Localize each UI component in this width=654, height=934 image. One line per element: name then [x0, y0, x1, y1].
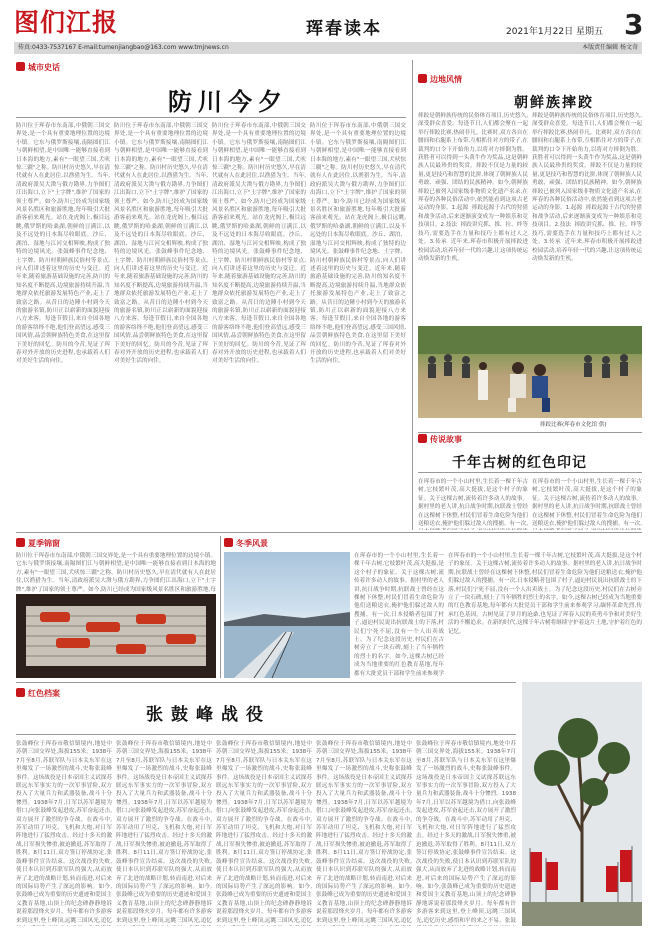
column-head-winter: 冬季风景	[224, 538, 268, 549]
divider	[16, 682, 516, 683]
column-marker-icon	[418, 434, 427, 443]
wrestling-photo	[418, 326, 642, 418]
issue-date: 2021年1月22日 星期五	[506, 27, 603, 37]
divider	[16, 734, 516, 735]
article-body-fangchuan-col4: 防川位于珲春市东南部,中俄朝三国交界处,是一个具有重要地理位置的边境小镇。它东与俄罗斯接壤,南隔图们江与朝鲜相望,是中国唯一能够直接看到日本海的地方,素有"一眼望三国,犬吠惊三疆"之称。防川村历史悠久,早在清代就有人在此居住,以渔猎为生。当年,清政府派吴大澂与俄方勘界,力争图们江出海口,立下"土字牌",维护了国家的领土尊严。如今,防川已经成为国家级风景名胜区和旅游胜地,每年吸引大批游客前来观光。站在龙虎阁上,极目远眺,俄罗斯的哈桑湖,朝鲜的豆满江,以及不远处的日本海尽收眼底。沙丘、湖泊、湿地与江河交相辉映,构成了独特的边境风光。张鼓峰事件纪念地、土字牌、防川村朝鲜族民俗村等景点,向人们讲述着这里的历史与变迁。近年来,随着旅游基础设施的完善,防川的知名度不断提高,边境旅游持续升温,当地群众依托旅游发展特色产业,走上了致富之路。从昔日的边陲小村到今天的旅游名镇,防川正以崭新的面貌迎接八方来客。每逢节假日,来自全国各地的游客络绎不绝,他们登高望远,感受三国风情,品尝朝鲜族特色美食,在这里留下美好的回忆。防川的今昔,见证了珲春对外开放的历史进程,也承载着人们对美好生活的向往。	[310, 123, 406, 365]
article-body-zhanggufeng-col5: 张鼓峰位于珲春市敬信镇境内,地处中苏朝三国交界处,海拔155米。1938年7月至8月,苏联军队与日本关东军在这里爆发了一场激烈的战斗,史称张鼓峰事件。这场战役是日本帝国主义试探苏联远东军事实力的一次军事冒险,双方投入了大量兵力和武器装备,战斗十分惨烈。1938年7月,日军以苏军越境为借口,向张鼓峰发起进攻,苏军奋起还击,双方展开了激烈的争夺战。在战斗中,苏军动用了坦克、飞机和大炮,对日军阵地进行了猛烈攻击。经过十多天的激战,日军损失惨重,被迫撤退,苏军取得了胜利。8月11日,双方签订停战协定,张鼓峰事件宣告结束。这次战役的失败,使日本认识到苏联军队的强大,从而放弃了北进的战略计划,转而南进,对后来的国际局势产生了深远的影响。如今,张鼓峰已成为重要的历史遗迹和爱国主义教育基地,山顶上的纪念碑静静地诉说着那段烽火岁月。每年都有许多游客来到这里,登上峰顶,远眺三国风光,追忆历史,感悟和平的来之不易。张鼓	[416, 741, 516, 924]
column-marker-icon	[418, 74, 427, 83]
divider	[418, 472, 642, 473]
column-head-legend: 传说故事	[418, 434, 462, 445]
column-marker-icon	[224, 538, 233, 547]
article-body-zhanggufeng-col2: 张鼓峰位于珲春市敬信镇境内,地处中苏朝三国交界处,海拔155米。1938年7月至8月,苏联军队与日本关东军在这里爆发了一场激烈的战斗,史称张鼓峰事件。这场战役是日本帝国主义试探苏联远东军事实力的一次军事冒险,双方投入了大量兵力和武器装备,战斗十分惨烈。1938年7月,日军以苏军越境为借口,向张鼓峰发起进攻,苏军奋起还击,双方展开了激烈的争夺战。在战斗中,苏军动用了坦克、飞机和大炮,对日军阵地进行了猛烈攻击。经过十多天的激战,日军损失惨重,被迫撤退,苏军取得了胜利。8月11日,双方签订停战协定,张鼓峰事件宣告结束。这次战役的失败,使日本认识到苏联军队的强大,从而放弃了北进的战略计划,转而南进,对后来的国际局势产生了深远的影响。如今,张鼓峰已成为重要的历史遗迹和爱国主义教育基地,山顶上的纪念碑静静地诉说着那段烽火岁月。每年都有许多游客来到这里,登上峰顶,远眺三国风光,追忆	[116, 741, 212, 924]
article-body-tree-col3: 在珲春市的一个小山村里,生长着一棵千年古树,它枝繁叶茂,高大挺拔,是这个村子的象征。关于这棵古树,流传着许多动人的故事。据村里的老人讲,抗日战争时期,抗联战士曾经在这棵树下休整,村民们冒着生命危险为他们送粮送衣,掩护他们躲过敌人的搜捕。有一次,日本侵略者包围了村子,逼迫村民说出抗联战士的下落,村民们宁死不屈,没有一个人出卖战士。为了纪念这段历史,村民们在古树旁立了一块石碑,刻上了当年牺牲的烈士的名字。如今,这棵古树已经成为当地重要的红色教育基地,每年都有大批党员干部和学生前来参观学习,缅怀革命先烈,传承红色基因。古树见证了岁月的沧桑,也见证了珲春人民的英勇斗争和对美好生活的不懈追求。在新的时代,这棵千年古树将继续守护着这片土地,守护着红色的记忆。	[448, 553, 642, 635]
article-title-zhanggufeng: 张鼓峰战役	[146, 705, 271, 725]
editors-line: 本版责任编辑 杨文奇	[582, 44, 638, 51]
column-divider	[412, 60, 413, 530]
article-body-zhanggufeng-col4: 张鼓峰位于珲春市敬信镇境内,地处中苏朝三国交界处,海拔155米。1938年7月至8月,苏联军队与日本关东军在这里爆发了一场激烈的战斗,史称张鼓峰事件。这场战役是日本帝国主义试探苏联远东军事实力的一次军事冒险,双方投入了大量兵力和武器装备,战斗十分惨烈。1938年7月,日军以苏军越境为借口,向张鼓峰发起进攻,苏军奋起还击,双方展开了激烈的争夺战。在战斗中,苏军动用了坦克、飞机和大炮,对日军阵地进行了猛烈攻击。经过十多天的激战,日军损失惨重,被迫撤退,苏军取得了胜利。8月11日,双方签订停战协定,张鼓峰事件宣告结束。这次战役的失败,使日本认识到苏联军队的强大,从而放弃了北进的战略计划,转而南进,对后来的国际局势产生了深远的影响。如今,张鼓峰已成为重要的历史遗迹和爱国主义教育基地,山顶上的纪念碑静静地诉说着那段烽火岁月。每年都有许多游客来到这里,登上峰顶,远眺三国风光,追忆	[316, 741, 412, 924]
article-body-fangchuan-col3: 防川位于珲春市东南部,中俄朝三国交界处,是一个具有重要地理位置的边境小镇。它东与俄罗斯接壤,南隔图们江与朝鲜相望,是中国唯一能够直接看到日本海的地方,素有"一眼望三国,犬吠惊三疆"之称。防川村历史悠久,早在清代就有人在此居住,以渔猎为生。当年,清政府派吴大澂与俄方勘界,力争图们江出海口,立下"土字牌",维护了国家的领土尊严。如今,防川已经成为国家级风景名胜区和旅游胜地,每年吸引大批游客前来观光。站在龙虎阁上,极目远眺,俄罗斯的哈桑湖,朝鲜的豆满江,以及不远处的日本海尽收眼底。沙丘、湖泊、湿地与江河交相辉映,构成了独特的边境风光。张鼓峰事件纪念地、土字牌、防川村朝鲜族民俗村等景点,向人们讲述着这里的历史与变迁。近年来,随着旅游基础设施的完善,防川的知名度不断提高,边境旅游持续升温,当地群众依托旅游发展特色产业,走上了致富之路。从昔日的边陲小村到今天的旅游名镇,防川正以崭新的面貌迎接八方来客。每逢节假日,来自全国各地的游客络绎不绝,他们登高望远,感受三国风情,品尝朝鲜族特色美食,在这里留下美好的回忆。防川的今昔,见证了珲春对外开放的历史进程,也承载着人们对美好生活的向往。	[212, 123, 306, 365]
column-marker-icon	[16, 538, 25, 547]
article-body-zhanggufeng-col1: 张鼓峰位于珲春市敬信镇境内,地处中苏朝三国交界处,海拔155米。1938年7月至8月,苏联军队与日本关东军在这里爆发了一场激烈的战斗,史称张鼓峰事件。这场战役是日本帝国主义试探苏联远东军事实力的一次军事冒险,双方投入了大量兵力和武器装备,战斗十分惨烈。1938年7月,日军以苏军越境为借口,向张鼓峰发起进攻,苏军奋起还击,双方展开了激烈的争夺战。在战斗中,苏军动用了坦克、飞机和大炮,对日军阵地进行了猛烈攻击。经过十多天的激战,日军损失惨重,被迫撤退,苏军取得了胜利。8月11日,双方签订停战协定,张鼓峰事件宣告结束。这次战役的失败,使日本认识到苏联军队的强大,从而放弃了北进的战略计划,转而南进,对后来的国际局势产生了深远的影响。如今,张鼓峰已成为重要的历史遗迹和爱国主义教育基地,山顶上的纪念碑静静地诉说着那段烽火岁月。每年都有许多游客来到这里,登上峰顶,远眺三国风光,追忆	[16, 741, 112, 924]
newspaper-logo: 图们江报	[14, 8, 119, 37]
article-title-ancient-tree: 千年古树的红色印记	[452, 455, 587, 471]
article-title-fangchuan: 防川今夕	[168, 88, 288, 116]
divider	[16, 532, 642, 533]
article-body-winter-col1: 在珲春市的一个小山村里,生长着一棵千年古树,它枝繁叶茂,高大挺拔,是这个村子的象征。关于这棵古树,流传着许多动人的故事。据村里的老人讲,抗日战争时期,抗联战士曾经在这棵树下休整,村民们冒着生命危险为他们送粮送衣,掩护他们躲过敌人的搜捕。有一次,日本侵略者包围了村子,逼迫村民说出抗联战士的下落,村民们宁死不屈,没有一个人出卖战士。为了纪念这段历史,村民们在古树旁立了一块石碑,刻上了当年牺牲的烈士的名字。如今,这棵古树已经成为当地重要的红色教育基地,每年都有大批党员干部和学生前来参观学	[354, 553, 444, 677]
article-body-tree-col1: 在珲春市的一个小山村里,生长着一棵千年古树,它枝繁叶茂,高大挺拔,是这个村子的象征。关于这棵古树,流传着许多动人的故事。据村里的老人讲,抗日战争时期,抗联战士曾经在这棵树下休整,村民们冒着生命危险为他们送粮送衣,掩护他们躲过敌人的搜捕。有一次,	[418, 479, 528, 528]
grill-photo	[16, 594, 216, 678]
column-marker-icon	[16, 62, 25, 71]
column-head-summer: 夏季锦窗	[16, 538, 60, 549]
photo-text-summer: 防川位于珲春市东南部,中俄朝三国交界处,是一个具有重要地理位置的边境小镇。它东与俄罗斯接壤,南隔图们江与朝鲜相望,是中国唯一能够直接看到日本海的地方,素有"一眼望三国,犬吠惊三疆"之称。防川村历史悠久,早在清代就有人在此居住,以渔猎为生。当年,清政府派吴大澂与俄方勘界,力争图们江出海口,立下"土字牌",维护了国家的领土尊严。如今,防川已经成为国家级风景名胜区和旅游胜地,每	[16, 553, 216, 592]
monument-flags-photo	[522, 682, 642, 926]
article-body-wrestling-col1: 摔跤是朝鲜族传统的民俗体育项目,历史悠久,深受群众喜爱。每逢节日,人们都会聚在一起举行摔跤比赛,热闹非凡。比赛时,双方各自在腰间和右腿系上布带,互相抓住对方的带子,在裁判的口令下开始角力,以将对方摔倒为胜。获胜者可以得到一头黄牛作为奖品,这是朝鲜族人民最珍贵的奖赏。摔跤不仅是力量的较量,更是技巧和智慧的比拼,体现了朝鲜族人民勇敢、顽强、团结的民族精神。如今,朝鲜族摔跤已被列入国家级非物质文化遗产名录,在珲春的各种民俗活动中,依然能看到这项古老运动的身影。1.起源 摔跤起源于古代的狩猎和战争活动,后来逐渐演变成为一种娱乐和竞技项目。2.技法 摔跤讲究抓、推、拉、绊等技巧,需要选手在力量和技巧上都有过人之处。3.传承 近年来,珲春市积极开展摔跤进校园活动,培养年轻一代的兴趣,让这项传统运动焕发新的生机。	[418, 113, 528, 262]
column-head-city-history: 城市史话	[16, 62, 60, 73]
contact-line: 传真:0433-7537167 E-mail:tumenjiangbao@163.com www.tmjnews.cn	[18, 44, 229, 51]
article-title-wrestling: 朝鲜族摔跤	[514, 95, 594, 111]
photo-caption-wrestling: 摔跤比赛(珲春市文化馆 供)	[540, 422, 607, 428]
section-title: 珲春读本	[306, 19, 382, 39]
column-divider	[220, 536, 221, 678]
article-body-fangchuan-col1: 防川位于珲春市东南部,中俄朝三国交界处,是一个具有重要地理位置的边境小镇。它东与俄罗斯接壤,南隔图们江与朝鲜相望,是中国唯一能够直接看到日本海的地方,素有"一眼望三国,犬吠惊三疆"之称。防川村历史悠久,早在清代就有人在此居住,以渔猎为生。当年,清政府派吴大澂与俄方勘界,力争图们江出海口,立下"土字牌",维护了国家的领土尊严。如今,防川已经成为国家级风景名胜区和旅游胜地,每年吸引大批游客前来观光。站在龙虎阁上,极目远眺,俄罗斯的哈桑湖,朝鲜的豆满江,以及不远处的日本海尽收眼底。沙丘、湖泊、湿地与江河交相辉映,构成了独特的边境风光。张鼓峰事件纪念地、土字牌、防川村朝鲜族民俗村等景点,向人们讲述着这里的历史与变迁。近年来,随着旅游基础设施的完善,防川的知名度不断提高,边境旅游持续升温,当地群众依托旅游发展特色产业,走上了致富之路。从昔日的边陲小村到今天的旅游名镇,防川正以崭新的面貌迎接八方来客。每逢节假日,来自全国各地的游客络绎不绝,他们登高望远,感受三国风情,品尝朝鲜族特色美食,在这里留下美好的回忆。防川的今昔,见证了珲春对外开放的历史进程,也承载着人们对美好生活的向往。	[16, 123, 110, 365]
column-head-border-customs: 边地风情	[418, 74, 462, 85]
article-body-tree-col2: 在珲春市的一个小山村里,生长着一棵千年古树,它枝繁叶茂,高大挺拔,是这个村子的象征。关于这棵古树,流传着许多动人的故事。据村里的老人讲,抗日战争时期,抗联战士曾经在这棵树下休整,村民们冒着生命危险为他们送粮送衣,掩护他们躲过敌人的搜捕。有一次,	[532, 479, 642, 528]
article-body-wrestling-col2: 摔跤是朝鲜族传统的民俗体育项目,历史悠久,深受群众喜爱。每逢节日,人们都会聚在一起举行摔跤比赛,热闹非凡。比赛时,双方各自在腰间和右腿系上布带,互相抓住对方的带子,在裁判的口令下开始角力,以将对方摔倒为胜。获胜者可以得到一头黄牛作为奖品,这是朝鲜族人民最珍贵的奖赏。摔跤不仅是力量的较量,更是技巧和智慧的比拼,体现了朝鲜族人民勇敢、顽强、团结的民族精神。如今,朝鲜族摔跤已被列入国家级非物质文化遗产名录,在珲春的各种民俗活动中,依然能看到这项古老运动的身影。1.起源 摔跤起源于古代的狩猎和战争活动,后来逐渐演变成为一种娱乐和竞技项目。2.技法 摔跤讲究抓、推、拉、绊等技巧,需要选手在力量和技巧上都有过人之处。3.传承 近年来,珲春市积极开展摔跤进校园活动,培养年轻一代的兴趣,让这项传统运动焕发新的生机。	[532, 113, 642, 262]
article-body-fangchuan-col2: 防川位于珲春市东南部,中俄朝三国交界处,是一个具有重要地理位置的边境小镇。它东与俄罗斯接壤,南隔图们江与朝鲜相望,是中国唯一能够直接看到日本海的地方,素有"一眼望三国,犬吠惊三疆"之称。防川村历史悠久,早在清代就有人在此居住,以渔猎为生。当年,清政府派吴大澂与俄方勘界,力争图们江出海口,立下"土字牌",维护了国家的领土尊严。如今,防川已经成为国家级风景名胜区和旅游胜地,每年吸引大批游客前来观光。站在龙虎阁上,极目远眺,俄罗斯的哈桑湖,朝鲜的豆满江,以及不远处的日本海尽收眼底。沙丘、湖泊、湿地与江河交相辉映,构成了独特的边境风光。张鼓峰事件纪念地、土字牌、防川村朝鲜族民俗村等景点,向人们讲述着这里的历史与变迁。近年来,随着旅游基础设施的完善,防川的知名度不断提高,边境旅游持续升温,当地群众依托旅游发展特色产业,走上了致富之路。从昔日的边陲小村到今天的旅游名镇,防川正以崭新的面貌迎接八方来客。每逢节假日,来自全国各地的游客络绎不绝,他们登高望远,感受三国风情,品尝朝鲜族特色美食,在这里留下美好的回忆。防川的今昔,见证了珲春对外开放的历史进程,也承载着人们对美好生活的向往。	[114, 123, 208, 365]
divider	[418, 432, 642, 433]
article-body-zhanggufeng-col3: 张鼓峰位于珲春市敬信镇境内,地处中苏朝三国交界处,海拔155米。1938年7月至8月,苏联军队与日本关东军在这里爆发了一场激烈的战斗,史称张鼓峰事件。这场战役是日本帝国主义试探苏联远东军事实力的一次军事冒险,双方投入了大量兵力和武器装备,战斗十分惨烈。1938年7月,日军以苏军越境为借口,向张鼓峰发起进攻,苏军奋起还击,双方展开了激烈的争夺战。在战斗中,苏军动用了坦克、飞机和大炮,对日军阵地进行了猛烈攻击。经过十多天的激战,日军损失惨重,被迫撤退,苏军取得了胜利。8月11日,双方签订停战协定,张鼓峰事件宣告结束。这次战役的失败,使日本认识到苏联军队的强大,从而放弃了北进的战略计划,转而南进,对后来的国际局势产生了深远的影响。如今,张鼓峰已成为重要的历史遗迹和爱国主义教育基地,山顶上的纪念碑静静地诉说着那段烽火岁月。每年都有许多游客来到这里,登上峰顶,远眺三国风光,追忆	[216, 741, 312, 924]
column-marker-icon	[16, 688, 25, 697]
column-head-red-archive: 红色档案	[16, 688, 60, 699]
winter-sea-photo	[224, 552, 350, 678]
page-number: 3	[624, 8, 644, 41]
divider	[16, 117, 406, 118]
contact-bar	[14, 42, 642, 54]
